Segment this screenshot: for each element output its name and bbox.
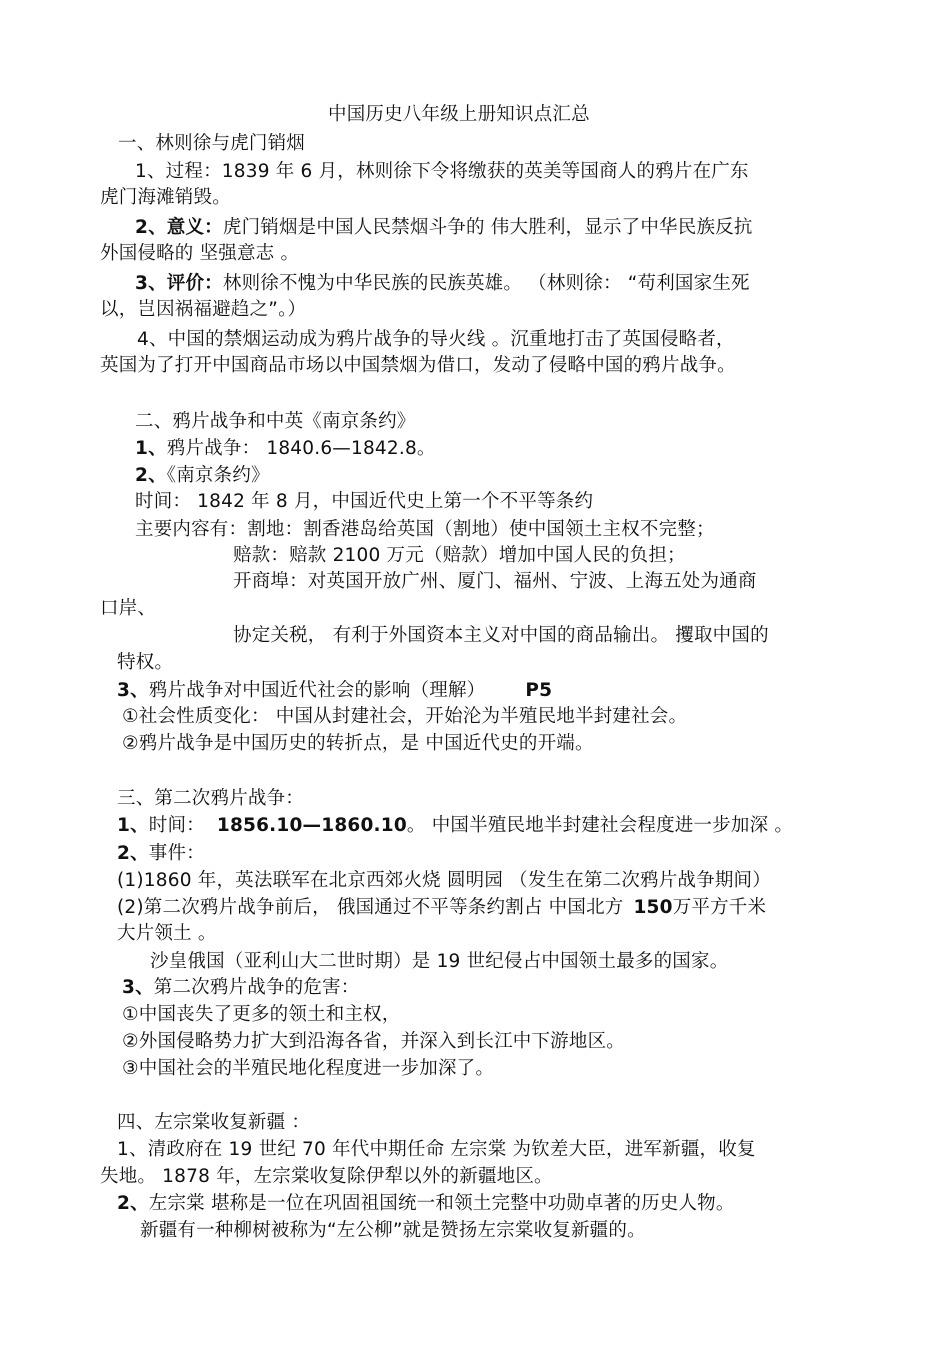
text-line: 1、时间： 1856.10—1860.10。 中国半殖民地半封建社会程度进一步加深 。 bbox=[117, 815, 794, 836]
text-line: 1、过程：1839 年 6 月，林则徐下令将缴获的英美等国商人的鸦片在广东 bbox=[135, 161, 749, 182]
text-line: 英国为了打开中国商品市场以中国禁烟为借口，发动了侵略中国的鸦片战争。 bbox=[100, 355, 736, 376]
text-line: 1、清政府在 19 世纪 70 年代中期任命 左宗棠 为钦差大臣，进军新疆，收复 bbox=[117, 1139, 756, 1160]
text-line: (2)第二次鸦片战争前后， 俄国通过不平等条约割占 中国北方 150万平方千米 bbox=[117, 897, 767, 918]
text-line: ②鸦片战争是中国历史的转折点，是 中国近代史的开端。 bbox=[122, 733, 594, 754]
text-line: 3、第二次鸦片战争的危害： bbox=[122, 977, 360, 998]
text-line: 2、事件： bbox=[117, 843, 205, 864]
text-line: 2、《南京条约》 bbox=[135, 465, 270, 486]
text-line: 协定关税， 有利于外国资本主义对中国的商品输出。 攫取中国的 bbox=[233, 625, 769, 646]
text-line: 失地。 1878 年，左宗棠收复除伊犁以外的新疆地区。 bbox=[100, 1166, 553, 1187]
text-line: (1)1860 年，英法联军在北京西郊火烧 圆明园 （发生在第二次鸦片战争期间） bbox=[117, 870, 771, 891]
text-line: 以，岂因祸福避趋之”。） bbox=[100, 299, 307, 320]
section-heading: 四、左宗棠收复新疆 ： bbox=[117, 1112, 311, 1133]
text-line: 2、左宗棠 堪称是一位在巩固祖国统一和领土完整中功勋卓著的历史人物。 bbox=[117, 1193, 735, 1214]
text-line: 赔款：赔款 2100 万元（赔款）增加中国人民的负担； bbox=[233, 545, 686, 566]
text-line: ①中国丧失了更多的领土和主权， bbox=[122, 1004, 401, 1025]
text-line: ①社会性质变化： 中国从封建社会，开始沦为半殖民地半封建社会。 bbox=[122, 706, 688, 727]
text-line: ③中国社会的半殖民地化程度进一步加深了。 bbox=[122, 1058, 495, 1079]
text-line: 大片领土 。 bbox=[117, 923, 217, 944]
document-title: 中国历史八年级上册知识点汇总 bbox=[328, 104, 590, 125]
text-line: 4、中国的禁烟运动成为鸦片战争的导火线 。沉重地打击了英国侵略者， bbox=[137, 329, 735, 350]
text-line: 特权。 bbox=[117, 652, 174, 673]
text-line: 口岸、 bbox=[100, 598, 157, 619]
text-line: 3、鸦片战争对中国近代社会的影响（理解） P5 bbox=[117, 680, 553, 701]
text-line: 开商埠：对英国开放广州、厦门、福州、宁波、上海五处为通商 bbox=[233, 571, 757, 592]
text-line: 虎门海滩销毁。 bbox=[100, 187, 231, 208]
section-heading: 二、鸦片战争和中英《南京条约》 bbox=[135, 411, 416, 432]
text-line: 3、评价：林则徐不愧为中华民族的民族英雄。 （林则徐： “苟利国家生死 bbox=[135, 273, 750, 294]
text-line: ②外国侵略势力扩大到沿海各省，并深入到长江中下游地区。 bbox=[122, 1031, 625, 1052]
section-heading: 一、林则徐与虎门销烟 bbox=[118, 133, 306, 154]
text-line: 外国侵略的 坚强意志 。 bbox=[100, 243, 300, 264]
text-line: 新疆有一种柳树被称为“左公柳”就是赞扬左宗棠收复新疆的。 bbox=[140, 1220, 646, 1241]
text-line: 沙皇俄国（亚利山大二世时期）是 19 世纪侵占中国领土最多的国家。 bbox=[150, 951, 729, 972]
text-line: 1、鸦片战争： 1840.6—1842.8。 bbox=[135, 438, 436, 459]
text-line: 2、意义：虎门销烟是中国人民禁烟斗争的 伟大胜利，显示了中华民族反抗 bbox=[135, 217, 753, 238]
text-line: 主要内容有：割地：割香港岛给英国（割地）使中国领土主权不完整； bbox=[135, 519, 715, 540]
section-heading: 三、第二次鸦片战争： bbox=[117, 788, 305, 809]
text-line: 时间： 1842 年 8 月，中国近代史上第一个不平等条约 bbox=[135, 491, 594, 512]
